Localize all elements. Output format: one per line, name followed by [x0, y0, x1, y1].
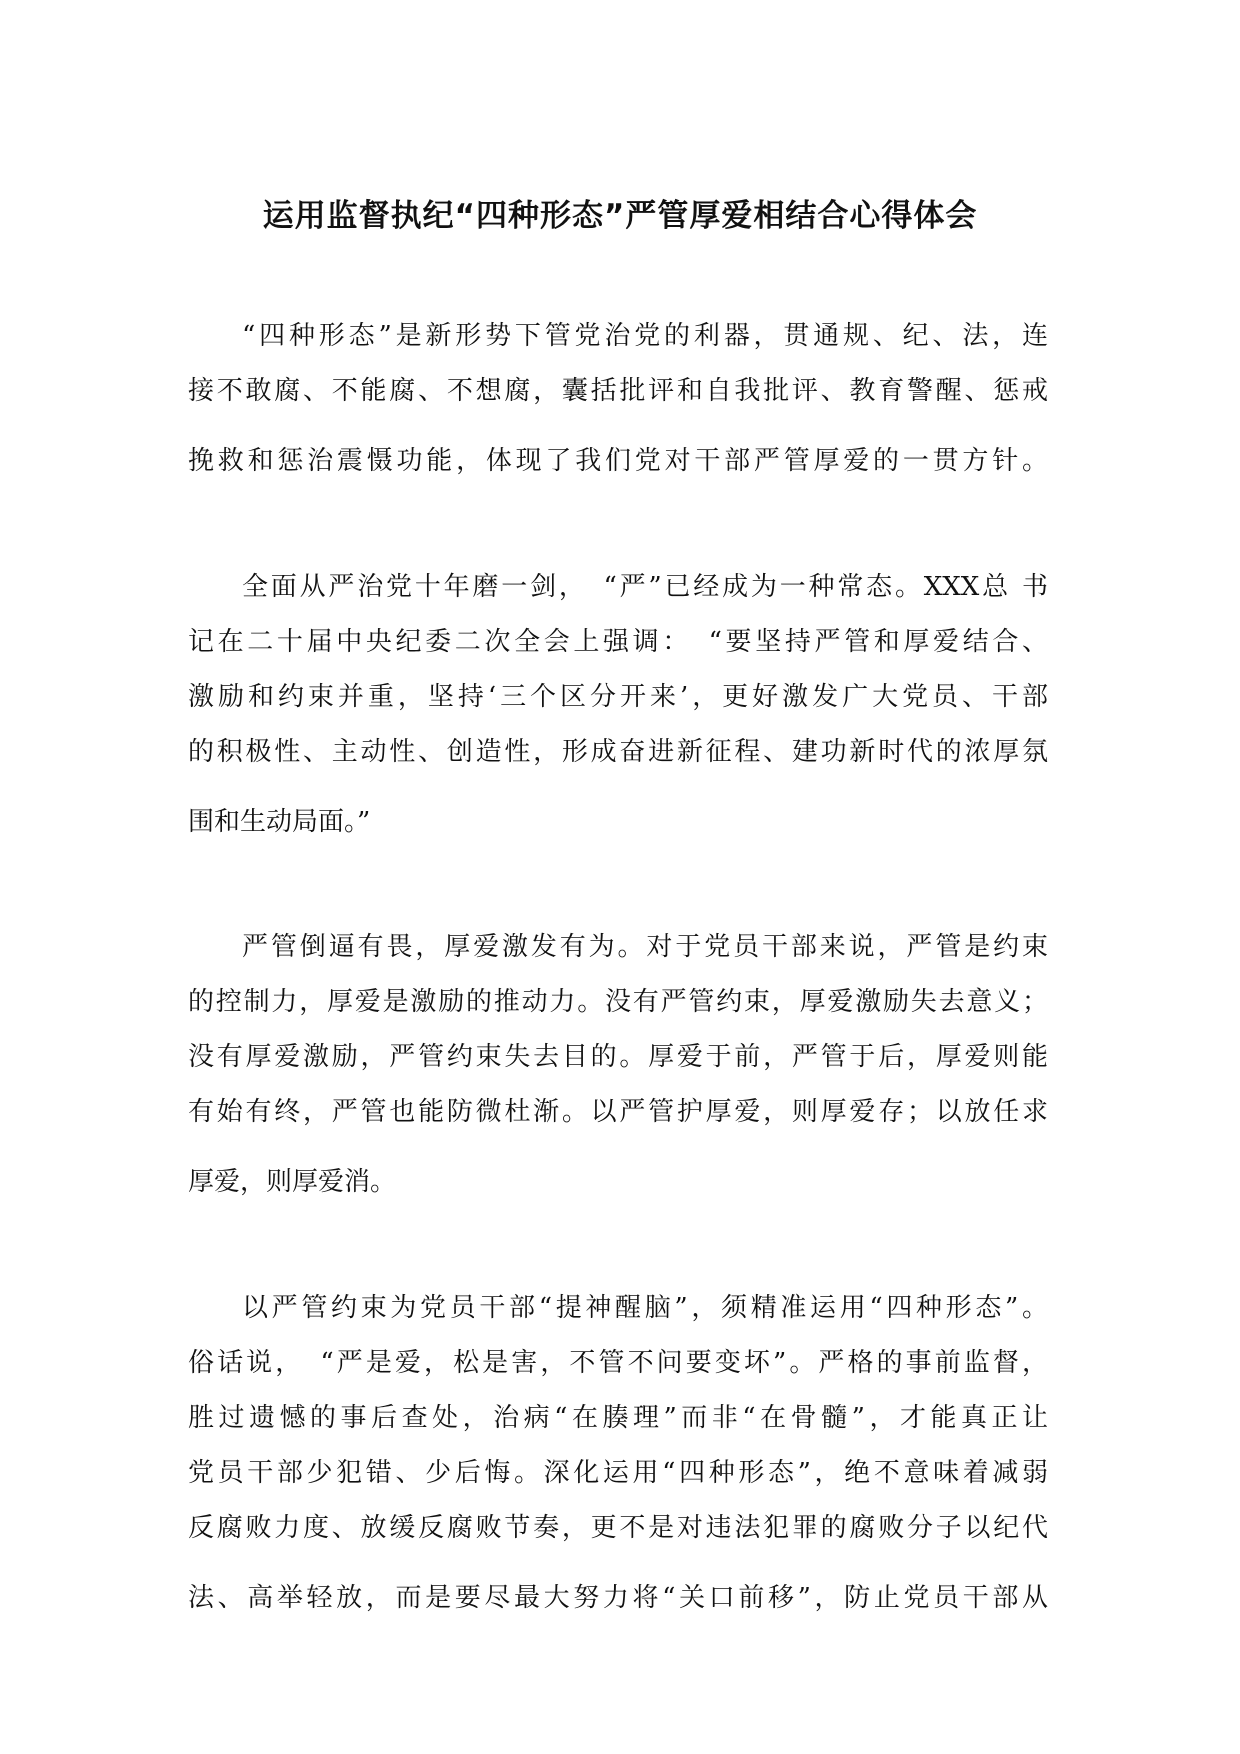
paragraph-4-line-3: 胜过遗憾的事后查处，治病“在腠理”而非“在骨髓”，才能真正让 — [188, 1403, 1048, 1433]
paragraph-4-line-1: 以严管约束为党员干部“提神醒脑”，须精准运用“四种形态”。 — [242, 1293, 1048, 1323]
paragraph-2-line-1: 全面从严治党十年磨一剑， “严”已经成为一种常态。XXX总 书 — [242, 572, 1048, 602]
paragraph-3-line-1: 严管倒逼有畏，厚爱激发有为。对于党员干部来说，严管是约束 — [242, 932, 1048, 962]
paragraph-3-line-3: 没有厚爱激励，严管约束失去目的。厚爱于前，严管于后，厚爱则能 — [188, 1042, 1048, 1072]
paragraph-2-line-3: 激励和约束并重，坚持‘三个区分开来’，更好激发广大党员、干部 — [188, 682, 1048, 712]
paragraph-2-line-5: 围和生动局面。” — [188, 807, 371, 837]
paragraph-2-line-4: 的积极性、主动性、创造性，形成奋进新征程、建功新时代的浓厚氛 — [188, 737, 1048, 767]
paragraph-1-line-3: 挽救和惩治震慑功能，体现了我们党对干部严管厚爱的一贯方针。 — [188, 446, 1048, 476]
paragraph-4-line-4: 党员干部少犯错、少后悔。深化运用“四种形态”，绝不意味着减弱 — [188, 1458, 1048, 1488]
paragraph-2-line-2: 记在二十届中央纪委二次全会上强调： “要坚持严管和厚爱结合、 — [188, 627, 1048, 657]
paragraph-1-line-1: “四种形态”是新形势下管党治党的利器，贯通规、纪、法，连 — [242, 321, 1048, 351]
paragraph-1-line-2: 接不敢腐、不能腐、不想腐，囊括批评和自我批评、教育警醒、惩戒 — [188, 376, 1048, 406]
paragraph-4-line-5: 反腐败力度、放缓反腐败节奏，更不是对违法犯罪的腐败分子以纪代 — [188, 1513, 1048, 1543]
paragraph-3-line-2: 的控制力，厚爱是激励的推动力。没有严管约束，厚爱激励失去意义； — [188, 987, 1048, 1017]
paragraph-4-line-2: 俗话说， “严是爱，松是害，不管不问要变坏”。严格的事前监督， — [188, 1348, 1048, 1378]
paragraph-3-line-4: 有始有终，严管也能防微杜渐。以严管护厚爱，则厚爱存；以放任求 — [188, 1097, 1048, 1127]
paragraph-4-line-6: 法、高举轻放，而是要尽最大努力将“关口前移”，防止党员干部从 — [188, 1583, 1048, 1613]
document-title: 运用监督执纪“四种形态”严管厚爱相结合心得体会 — [262, 198, 978, 234]
paragraph-3-line-5: 厚爱，则厚爱消。 — [188, 1167, 397, 1197]
